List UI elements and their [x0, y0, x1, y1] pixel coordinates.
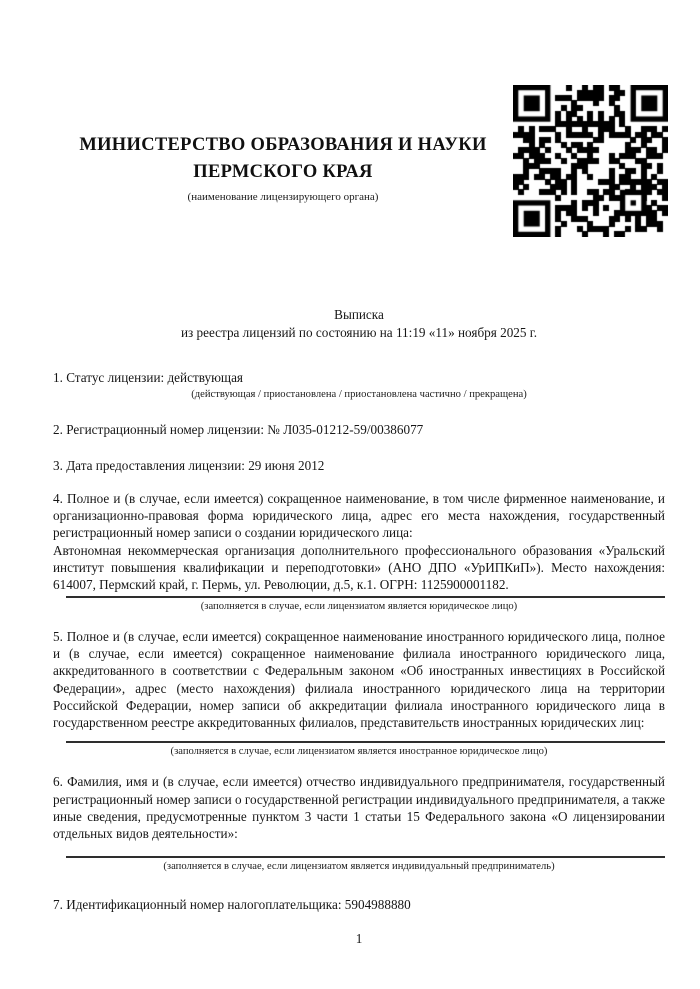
qr-code-icon [513, 85, 668, 237]
empty-fill-line [66, 856, 665, 858]
document-body [53, 369, 665, 913]
ministry-name-line2: ПЕРМСКОГО КРАЯ [193, 162, 373, 182]
item-foreign-entity [53, 628, 665, 760]
legal-entity-value: Автономная некоммерческая организация дополнительного профессионального образования «Уральский институт повышения квалификации и переподготовки» (АНО ДПО «УрИПКиП»). Место нахождения: 614007, Пермский край, г. Пермь, ул. Революции, д.5, к.1. ОГРН: 1125900001182. [53, 542, 665, 593]
empty-fill-line [66, 741, 665, 743]
entrepreneur-label: 6. Фамилия, имя и (в случае, если имеется) отчество индивидуального предпринимателя, государственный регистрационный номер записи о государственной регистрации индивидуального предпринимателя, а также иные сведения, предусмотренные пунктом 3 части 1 статьи 15 Федерального закона «О лицензировании отдельных видов деятельности»: [53, 774, 665, 842]
foreign-entity-caption: (заполняется в случае, если лицензиатом является иностранное юридическое лицо) [170, 746, 548, 758]
item-grant-date: 3. Дата предоставления лицензии: 29 июня 2012 [53, 457, 325, 473]
page-number: 1 [355, 931, 363, 946]
license-status-text: 1. Статус лицензии: действующая [53, 370, 244, 385]
document-title [53, 306, 665, 341]
item-registration-number: 2. Регистрационный номер лицензии: № Л035-01212-59/00386077 [53, 422, 424, 438]
ministry-name-line1: МИНИСТЕРСТВО ОБРАЗОВАНИЯ И НАУКИ [79, 135, 487, 155]
foreign-entity-label: 5. Полное и (в случае, если имеется) сокращенное наименование иностранного юридического лица, полное и (в случае, если имеется) сокращенное наименование филиала иностранного юридического лица, аккредитованного в соответствии с Федеральным законом «Об иностранных инвестициях в Российской Федерации», адрес (место нахождения) филиала иностранного юридического лица на территории Российской Федерации, номер записи об аккредитации филиала иностранного юридического лица в государственном реестре аккредитованных филиалов, представительств иностранных юридических лиц: [53, 628, 665, 731]
item-individual-entrepreneur [53, 773, 665, 873]
authority-caption: (наименование лицензирующего органа) [187, 191, 379, 203]
entrepreneur-caption: (заполняется в случае, если лицензиатом является индивидуальный предприниматель) [163, 860, 555, 872]
item-legal-entity [53, 490, 665, 614]
title-line2: из реестра лицензий по состоянию на 11:19 «11» ноября 2025 г. [180, 324, 538, 340]
item-license-status [53, 369, 665, 402]
legal-entity-label: 4. Полное и (в случае, если имеется) сокращенное наименование, в том числе фирменное наименование, и организационно-правовая форма юридического лица, адрес его места нахождения, государственный регистрационный номер записи о создании юридического лица: [53, 490, 665, 541]
fill-line [66, 596, 665, 598]
license-status-caption: (действующая / приостановлена / приостановлена частично / прекращена) [191, 389, 527, 401]
legal-entity-caption: (заполняется в случае, если лицензиатом является юридическое лицо) [200, 600, 518, 612]
title-line1: Выписка [334, 307, 384, 322]
item-taxpayer-number: 7. Идентификационный номер налогоплательщика: 5904988880 [53, 896, 411, 912]
licensing-authority-block [53, 132, 513, 204]
